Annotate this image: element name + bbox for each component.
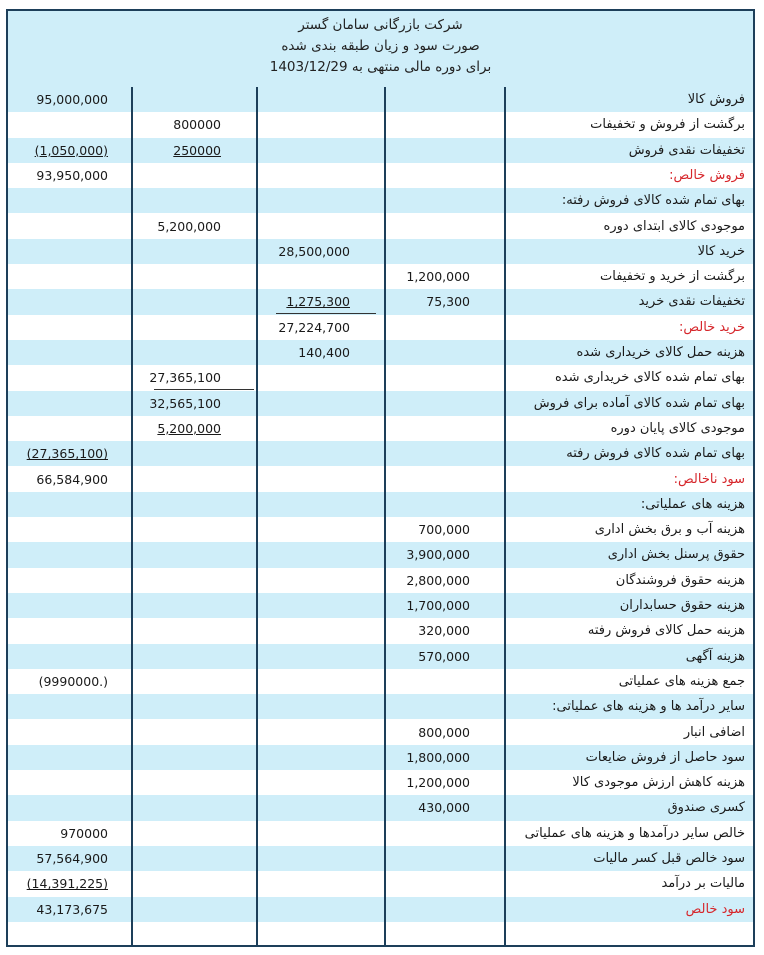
amount-cell xyxy=(136,441,221,466)
amount-cell xyxy=(264,416,350,441)
amount-cell xyxy=(136,467,221,492)
row-label: برگشت از فروش و تخفیفات xyxy=(590,117,745,133)
amount-cell xyxy=(8,239,108,264)
amount-cell xyxy=(264,214,350,239)
amount-cell: (14,391,225) xyxy=(26,876,108,892)
amount-cell xyxy=(8,517,108,542)
amount-cell xyxy=(136,795,221,820)
amount-cell xyxy=(264,568,350,593)
table-row xyxy=(8,897,753,922)
row-label: هزینه حمل کالای فروش رفته xyxy=(587,623,745,639)
table-row xyxy=(8,441,753,466)
amount-cell xyxy=(136,821,221,846)
amount-cell xyxy=(264,87,350,112)
amount-cell xyxy=(136,340,221,365)
amount-cell xyxy=(264,846,350,871)
row-label: سود خالص قبل کسر مالیات xyxy=(593,851,745,866)
amount-cell: 1,200,000 xyxy=(406,269,470,285)
income-statement-table xyxy=(6,9,755,947)
row-label: هزینه آگهی xyxy=(685,648,745,664)
row-label: برگشت از خرید و تخفیفات xyxy=(600,269,745,285)
row-label: هزینه حمل کالای خریداری شده xyxy=(576,345,745,360)
row-label: هزینه حقوق حسابداران xyxy=(619,598,745,613)
amount-cell xyxy=(264,644,350,669)
amount-cell xyxy=(8,289,108,314)
subtotal-rule xyxy=(154,389,254,390)
amount-cell xyxy=(136,669,221,694)
amount-cell: 43,173,675 xyxy=(36,901,108,917)
amount-cell: 570,000 xyxy=(418,648,470,664)
table-row xyxy=(8,871,753,896)
statement-title: صورت سود و زیان طبقه بندی شده xyxy=(281,38,480,54)
amount-cell xyxy=(264,694,350,719)
amount-cell: 66,584,900 xyxy=(36,471,108,487)
table-row xyxy=(8,770,753,795)
statement-header xyxy=(8,11,753,89)
table-row xyxy=(8,340,753,365)
amount-cell xyxy=(136,720,221,745)
table-row xyxy=(8,821,753,846)
amount-cell xyxy=(264,542,350,567)
amount-cell xyxy=(136,87,221,112)
amount-cell xyxy=(388,416,470,441)
row-label: سود ناخالص: xyxy=(673,471,745,487)
amount-cell xyxy=(388,441,470,466)
amount-cell xyxy=(8,112,108,137)
amount-cell: 140,400 xyxy=(298,345,350,360)
amount-cell xyxy=(8,315,108,340)
amount-cell xyxy=(388,492,470,517)
table-row xyxy=(8,644,753,669)
row-label: هزینه آب و برق بخش اداری xyxy=(594,522,745,538)
amount-cell xyxy=(388,669,470,694)
amount-cell xyxy=(264,720,350,745)
amount-cell xyxy=(8,770,108,795)
subtotal-rule xyxy=(276,313,376,314)
amount-cell xyxy=(388,340,470,365)
amount-cell xyxy=(388,163,470,188)
table-row xyxy=(8,618,753,643)
amount-cell xyxy=(388,188,470,213)
table-row xyxy=(8,264,753,289)
amount-cell xyxy=(8,391,108,416)
amount-cell: 93,950,000 xyxy=(36,167,108,183)
table-row xyxy=(8,188,753,213)
amount-cell xyxy=(388,239,470,264)
amount-cell: 800,000 xyxy=(418,724,470,740)
statement-rows xyxy=(8,87,753,945)
amount-cell xyxy=(264,821,350,846)
amount-cell xyxy=(264,163,350,188)
row-label: سود حاصل از فروش ضایعات xyxy=(585,749,745,765)
row-label: بهای تمام شده کالای آماده برای فروش xyxy=(533,395,745,411)
amount-cell xyxy=(8,416,108,441)
amount-cell xyxy=(388,214,470,239)
row-label: هزینه های عملیاتی: xyxy=(640,496,745,512)
amount-cell xyxy=(264,188,350,213)
table-row xyxy=(8,289,753,314)
table-row xyxy=(8,517,753,542)
row-label: بهای تمام شده کالای فروش رفته xyxy=(566,446,745,462)
amount-cell xyxy=(388,138,470,163)
column-divider xyxy=(256,87,258,945)
row-label: کسری صندوق xyxy=(667,800,745,816)
amount-cell xyxy=(388,365,470,390)
amount-cell: 1,200,000 xyxy=(406,775,470,791)
amount-cell xyxy=(264,264,350,289)
amount-cell xyxy=(136,846,221,871)
amount-cell xyxy=(8,745,108,770)
amount-cell xyxy=(8,365,108,390)
amount-cell: 800000 xyxy=(173,117,221,133)
amount-cell xyxy=(8,618,108,643)
amount-cell xyxy=(8,593,108,618)
amount-cell: 27,365,100 xyxy=(149,370,221,386)
row-label: بهای تمام شده کالای خریداری شده xyxy=(554,370,745,386)
amount-cell xyxy=(8,795,108,820)
table-row xyxy=(8,239,753,264)
amount-cell xyxy=(136,897,221,922)
amount-cell xyxy=(136,239,221,264)
amount-cell xyxy=(8,214,108,239)
row-label: خالص سایر درآمدها و هزینه های عملیاتی xyxy=(524,825,745,841)
table-row xyxy=(8,795,753,820)
amount-cell xyxy=(264,770,350,795)
amount-cell: 430,000 xyxy=(418,800,470,816)
amount-cell xyxy=(264,138,350,163)
amount-cell xyxy=(136,745,221,770)
table-row xyxy=(8,846,753,871)
amount-cell xyxy=(264,593,350,618)
amount-cell xyxy=(264,795,350,820)
table-row xyxy=(8,568,753,593)
amount-cell xyxy=(8,720,108,745)
amount-cell xyxy=(136,163,221,188)
amount-cell: 970000 xyxy=(60,825,108,841)
amount-cell: 1,275,300 xyxy=(286,294,350,310)
amount-cell: 320,000 xyxy=(418,623,470,639)
amount-cell: 95,000,000 xyxy=(36,92,108,107)
amount-cell xyxy=(136,315,221,340)
row-label: هزینه کاهش ارزش موجودی کالا xyxy=(572,775,745,791)
table-row xyxy=(8,112,753,137)
amount-cell: (27,365,100) xyxy=(26,446,108,462)
row-label: حقوق پرسنل بخش اداری xyxy=(607,547,745,563)
row-label: سایر درآمد ها و هزینه های عملیاتی: xyxy=(552,699,745,715)
table-row xyxy=(8,214,753,239)
amount-cell: 75,300 xyxy=(426,294,470,310)
row-label: تخفیفات نقدی خرید xyxy=(638,294,745,310)
row-label: خرید کالا xyxy=(697,243,745,259)
table-row xyxy=(8,669,753,694)
row-label: موجودی کالای پایان دوره xyxy=(610,420,745,436)
table-row xyxy=(8,416,753,441)
amount-cell xyxy=(136,618,221,643)
amount-cell xyxy=(264,618,350,643)
amount-cell xyxy=(136,568,221,593)
amount-cell: 28,500,000 xyxy=(278,243,350,259)
amount-cell xyxy=(264,897,350,922)
row-label: اضافی انبار xyxy=(683,724,745,740)
table-row xyxy=(8,391,753,416)
amount-cell xyxy=(388,821,470,846)
amount-cell xyxy=(264,492,350,517)
row-label: فروش کالا xyxy=(687,92,745,107)
amount-cell xyxy=(264,441,350,466)
amount-cell: 2,800,000 xyxy=(406,572,470,588)
amount-cell xyxy=(136,517,221,542)
table-row xyxy=(8,492,753,517)
table-row xyxy=(8,467,753,492)
amount-cell xyxy=(8,568,108,593)
table-row xyxy=(8,163,753,188)
amount-cell xyxy=(264,365,350,390)
amount-cell: 1,800,000 xyxy=(406,749,470,765)
amount-cell: 3,900,000 xyxy=(406,547,470,563)
amount-cell: 5,200,000 xyxy=(157,420,221,436)
row-label: مالیات بر درآمد xyxy=(661,876,745,892)
amount-cell xyxy=(264,669,350,694)
amount-cell xyxy=(8,644,108,669)
row-label: خرید خالص: xyxy=(678,319,745,335)
table-row xyxy=(8,542,753,567)
amount-cell: 1,700,000 xyxy=(406,598,470,613)
amount-cell xyxy=(136,542,221,567)
amount-cell xyxy=(388,112,470,137)
amount-cell: 250000 xyxy=(173,142,221,158)
amount-cell: (9990000.) xyxy=(38,673,108,689)
amount-cell xyxy=(136,492,221,517)
amount-cell xyxy=(388,391,470,416)
amount-cell xyxy=(388,694,470,719)
amount-cell: (1,050,000) xyxy=(34,142,108,158)
row-label: جمع هزینه های عملیاتی xyxy=(618,673,745,689)
row-label: سود خالص xyxy=(685,901,745,917)
row-label: تخفیفات نقدی فروش xyxy=(628,142,745,158)
table-row xyxy=(8,694,753,719)
amount-cell xyxy=(388,897,470,922)
amount-cell xyxy=(388,871,470,896)
amount-cell xyxy=(388,846,470,871)
table-row xyxy=(8,138,753,163)
amount-cell xyxy=(136,644,221,669)
statement-period: برای دوره مالی منتهی به 1403/12/29 xyxy=(269,59,492,75)
amount-cell: 5,200,000 xyxy=(157,218,221,234)
amount-cell xyxy=(8,264,108,289)
amount-cell xyxy=(136,770,221,795)
column-divider xyxy=(384,87,386,945)
amount-cell xyxy=(264,745,350,770)
table-row xyxy=(8,593,753,618)
amount-cell xyxy=(136,593,221,618)
amount-cell xyxy=(8,542,108,567)
row-label: بهای تمام شده کالای فروش رفته: xyxy=(561,193,745,209)
table-row xyxy=(8,745,753,770)
amount-cell xyxy=(8,492,108,517)
amount-cell xyxy=(136,289,221,314)
amount-cell: 27,224,700 xyxy=(278,319,350,335)
row-label: موجودی کالای ابتدای دوره xyxy=(603,218,745,234)
amount-cell xyxy=(8,340,108,365)
company-name: شرکت بازرگانی سامان گستر xyxy=(298,17,463,33)
table-row xyxy=(8,720,753,745)
table-row xyxy=(8,87,753,112)
amount-cell xyxy=(8,188,108,213)
amount-cell xyxy=(136,264,221,289)
row-label: هزینه حقوق فروشندگان xyxy=(615,572,745,588)
amount-cell xyxy=(8,694,108,719)
amount-cell xyxy=(388,467,470,492)
amount-cell xyxy=(388,315,470,340)
amount-cell xyxy=(388,87,470,112)
amount-cell xyxy=(264,517,350,542)
row-label: فروش خالص: xyxy=(669,167,745,183)
amount-cell: 700,000 xyxy=(418,522,470,538)
amount-cell xyxy=(264,112,350,137)
table-row xyxy=(8,315,753,340)
amount-cell xyxy=(264,391,350,416)
amount-cell: 57,564,900 xyxy=(36,851,108,866)
column-divider xyxy=(504,87,506,945)
amount-cell xyxy=(264,467,350,492)
table-row xyxy=(8,365,753,390)
amount-cell xyxy=(136,871,221,896)
amount-cell xyxy=(264,871,350,896)
amount-cell xyxy=(136,188,221,213)
column-divider xyxy=(131,87,133,945)
amount-cell xyxy=(136,694,221,719)
amount-cell: 32,565,100 xyxy=(149,395,221,411)
